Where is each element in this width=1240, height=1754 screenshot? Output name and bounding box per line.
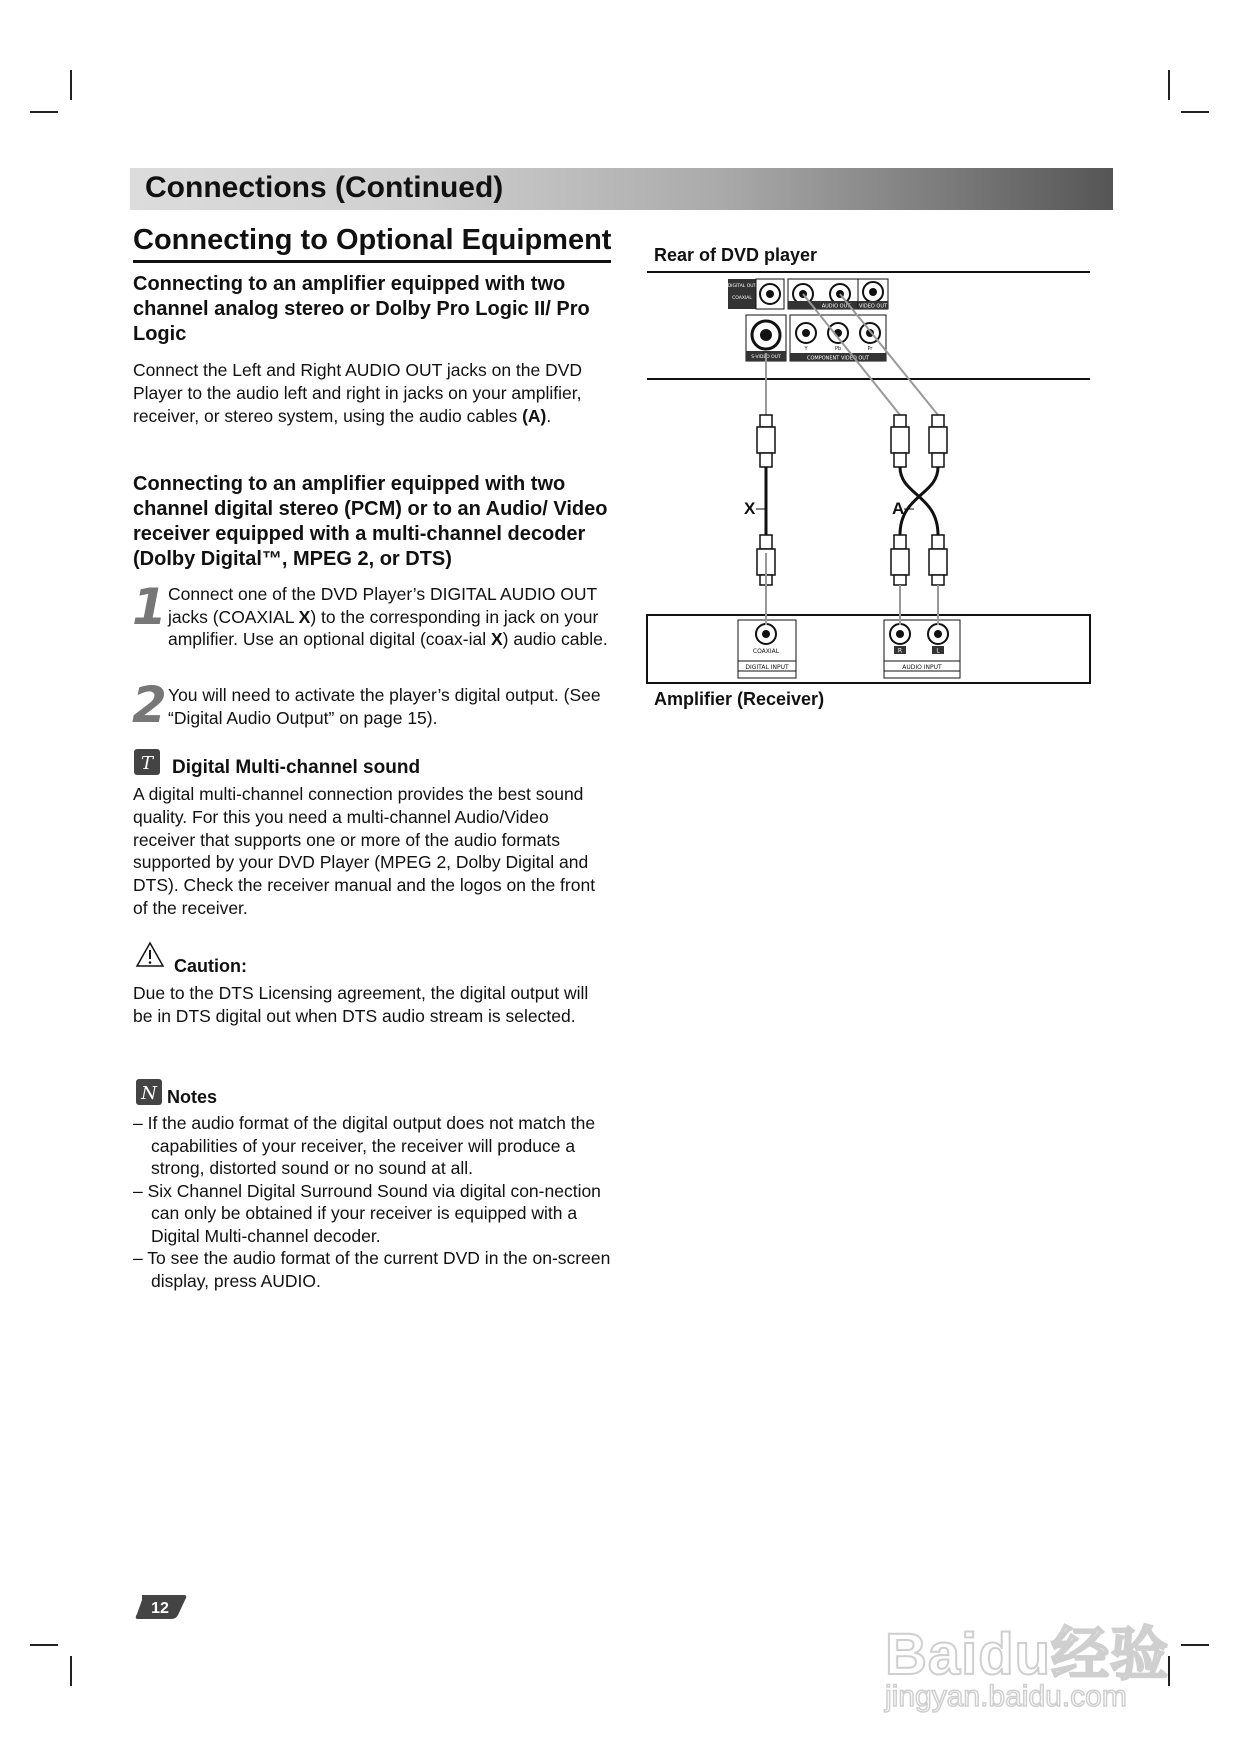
step-1-bold-a: X [298,606,311,627]
notes-title: Notes [167,1087,218,1107]
step-1-text-a: Connect one of the DVD Player’s DIGITAL AUDIO OUT jacks (COAXIAL [168,584,597,627]
page-number-badge [134,1594,188,1620]
crop-mark [1168,70,1170,100]
amp-r-label: R [897,647,903,655]
amplifier-box [647,615,1090,683]
note-item: – To see the audio format of the current DVD in the on-screen display, press AUDIO. [133,1248,611,1291]
watermark-url: jingyan.baidu.com [885,1680,1127,1713]
pb-label: Pb [834,346,842,352]
tip-title: Digital Multi-channel sound [172,757,421,778]
amp-digital-input-label: DIGITAL INPUT [745,664,789,671]
video-out-label: VIDEO OUT [858,303,888,310]
watermark-logo: Baidu经验 [885,1622,1170,1687]
analog-text [133,359,611,427]
step-2-text: You will need to activate the player’s digital output. (See “Digital Audio Output” on page 15). [168,685,601,728]
tip-icon [133,748,161,776]
audio-out-label: AUDIO OUT [821,303,851,310]
coaxial-small-label: COAXIAL [732,296,752,301]
step-1-text-c: ) audio cable. [502,629,608,649]
step-1-number: 1 [132,578,167,636]
svg-text:N: N [141,1083,157,1104]
connection-diagram [640,265,1100,690]
notes-icon [135,1078,163,1106]
svg-text:T: T [140,753,154,774]
tip-text: A digital multi-channel connection provides the best sound quality. For this you need a multi-channel Audio/Video receiver that supports one or more of the audio formats supported by your DVD Player (MPEG 2, Dolby Digital and DTS). Check the receiver manual and the logos on the front of the receiver. [133,784,596,918]
note-item: – Six Channel Digital Surround Sound via digital con-nection can only be obtained if your receiver is equipped with a Digital Multi-channel decoder. [133,1180,601,1246]
amp-audio-input [884,620,960,678]
caution-icon [135,941,165,968]
y-label: Y [804,346,808,352]
analog-text-end: . [546,405,552,426]
step-2-number: 2 [132,676,167,734]
cable-a-label: A [892,499,905,518]
pr-label: Pr [867,346,873,352]
component-out-label: COMPONENT VIDEO OUT [806,355,870,362]
crop-mark [1181,1644,1209,1646]
amp-label: Amplifier (Receiver) [654,689,825,709]
crop-mark [70,70,72,100]
page-number: 12 [151,1600,169,1617]
step-1-text [168,583,608,651]
digital-heading: Connecting to an amplifier equipped with two channel digital stereo (PCM) or to an Audio/ Video receiver equipped with a multi-channel decoder (Dolby Digital™, MPEG 2, or DTS) [133,473,608,570]
crop-mark [30,111,58,113]
cable-x-label: X [744,499,756,518]
amp-l-label: L [936,647,940,655]
svideo-out-label: S-VIDEO OUT [751,355,781,360]
header-bar [130,168,1113,210]
amp-digital-input [738,620,796,678]
analog-heading: Connecting to an amplifier equipped with two channel analog stereo or Dolby Pro Logic II/ Pro Logic [133,273,590,345]
header-title: Connections (Continued) [145,171,504,204]
dvd-jack-panel [728,279,888,362]
crop-mark [70,1656,72,1686]
section-title: Connecting to Optional Equipment [133,224,611,263]
step-1-bold-b: X [490,629,503,649]
notes-list [133,1112,611,1292]
digital-out-label: DIGITAL OUT [727,284,757,289]
analog-text-main: Connect the Left and Right AUDIO OUT jacks on the DVD Player to the audio left and right in jacks on your amplifier, receiver, or stereo system, using the audio cables [133,360,583,426]
crop-mark [30,1644,58,1646]
step-1-text-b: ) to the corresponding in jack on your amplifier. Use an optional digital (coax-ial [168,606,599,649]
note-item: – If the audio format of the digital output does not match the capabilities of your receiver, the receiver will produce a strong, distorted sound or no sound at all. [133,1113,596,1178]
rear-label: Rear of DVD player [654,245,818,265]
analog-text-ref: (A) [522,405,547,426]
crop-mark [1181,111,1209,113]
caution-title: Caution: [174,956,247,976]
amp-audio-input-label: AUDIO INPUT [902,664,942,671]
amp-coaxial-label: COAXIAL [752,648,780,655]
caution-text: Due to the DTS Licensing agreement, the digital output will be in DTS digital out when DTS audio stream is selected. [133,983,589,1026]
